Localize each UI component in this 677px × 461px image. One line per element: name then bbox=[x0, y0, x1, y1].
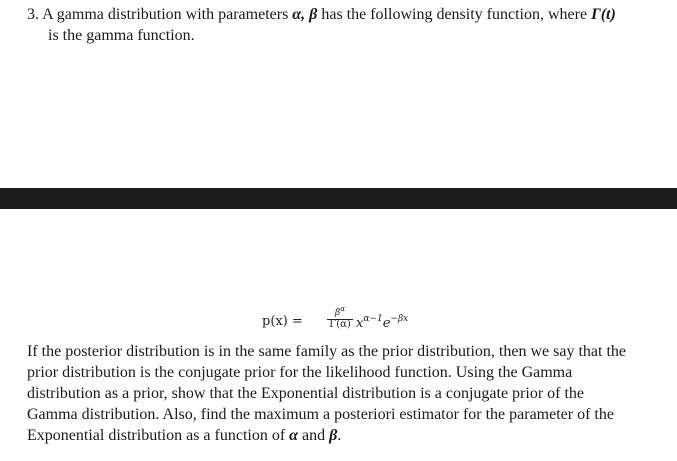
question-header bbox=[0, 0, 677, 188]
question-text-a: A gamma distribution with parameters bbox=[42, 6, 293, 23]
numerator-alpha-exponent: α bbox=[340, 305, 345, 313]
body-paragraph bbox=[27, 341, 667, 446]
formula-fraction bbox=[325, 305, 355, 335]
alpha-symbol: α bbox=[289, 427, 299, 444]
and-word: and bbox=[298, 427, 330, 444]
question-text-b: has the following density function, where bbox=[317, 6, 592, 23]
formula-x-base: x bbox=[356, 316, 364, 331]
formula-numerator bbox=[325, 305, 355, 318]
body-line-5 bbox=[27, 425, 667, 446]
question-number: 3. bbox=[27, 6, 39, 23]
formula-denominator: Γ(α) bbox=[329, 319, 351, 330]
alpha-beta-params: α, β bbox=[292, 6, 318, 23]
formula-e-base: e bbox=[382, 316, 391, 331]
formula-rest bbox=[356, 314, 408, 331]
beta-symbol: β bbox=[329, 427, 338, 444]
question-line-1 bbox=[27, 5, 616, 25]
body-line-3: distribution as a prior, show that the Exponential distribution is a conjugate prior of the bbox=[27, 385, 585, 402]
period: . bbox=[337, 427, 342, 444]
dark-divider-band bbox=[0, 188, 677, 209]
body-line-4: Gamma distribution. Also, find the maximum a posteriori estimator for the parameter of the bbox=[27, 406, 614, 423]
formula-x-exponent: α−1 bbox=[363, 314, 383, 324]
body-line-2: prior distribution is the conjugate prior for the likelihood function. Using the Gamma bbox=[27, 364, 573, 381]
formula-e-exponent: −βx bbox=[390, 314, 409, 324]
body-line-1: If the posterior distribution is in the same family as the prior distribution, then we say that the bbox=[27, 343, 626, 360]
gamma-function-symbol: Γ(t) bbox=[591, 6, 616, 23]
body-line-5-text: Exponential distribution as a function of bbox=[27, 427, 290, 444]
question-line-2: is the gamma function. bbox=[48, 27, 195, 44]
numerator-beta: β bbox=[335, 308, 341, 318]
formula-lhs: p(x) = bbox=[262, 314, 303, 329]
